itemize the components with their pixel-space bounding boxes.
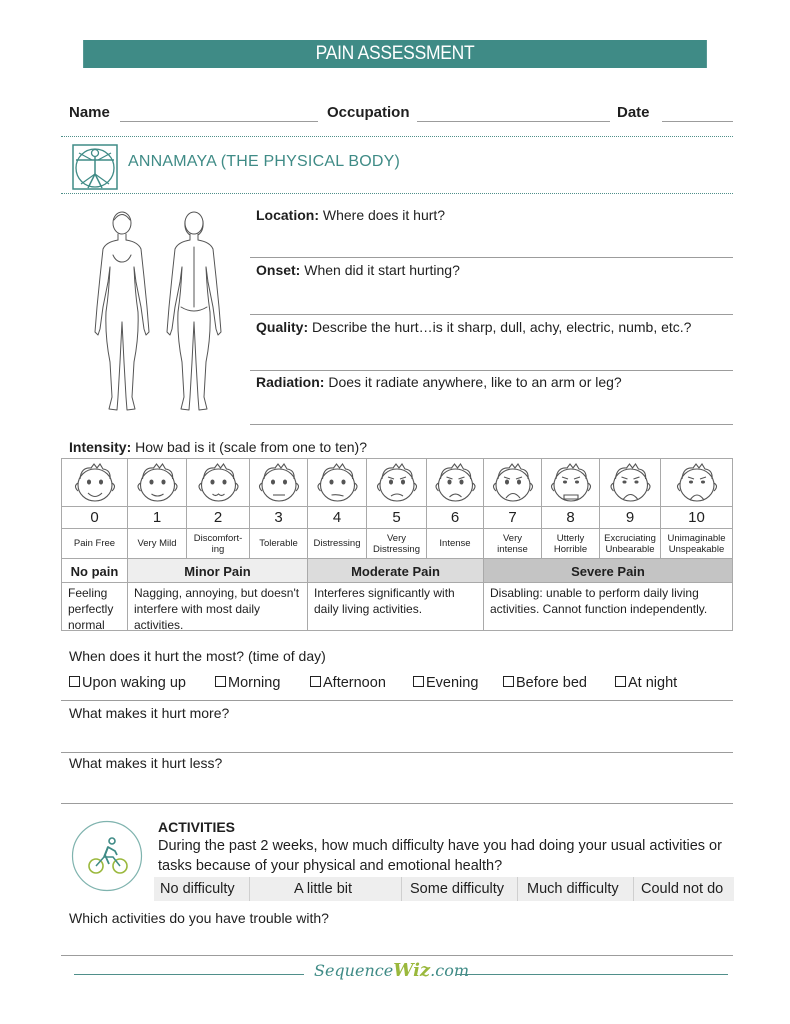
difficulty-option[interactable]: A little bit [294,881,353,897]
body-outline-front-back[interactable] [88,207,228,419]
divider [61,136,733,137]
pain-level-number: 6 [427,507,484,529]
difficulty-separator [517,877,518,901]
pain-level-label: Utterly Horrible [542,529,600,559]
name-label: Name [69,104,110,121]
pain-face-2-icon [187,459,250,507]
intensity-text: How bad is it (scale from one to ten)? [135,439,368,455]
onset-text: When did it start hurting? [304,262,460,278]
checkbox-icon[interactable] [615,676,626,687]
pain-face-cell[interactable] [187,459,250,507]
radiation-question [256,374,622,390]
location-field[interactable] [250,257,733,258]
pain-face-cell[interactable] [427,459,484,507]
onset-label: Onset: [256,262,301,278]
pain-face-4-icon [308,459,367,507]
difficulty-option[interactable]: No difficulty [160,881,235,897]
pain-level-number: 3 [250,507,308,529]
pain-category-heading: Minor Pain [128,559,308,583]
checkbox-icon[interactable] [69,676,80,687]
difficulty-option[interactable]: Some difficulty [410,881,505,897]
pain-level-label: Excruciating Unbearable [600,529,661,559]
checkbox-icon[interactable] [413,676,424,687]
pain-level-label: Intense [427,529,484,559]
logo-part-c: .com [430,961,470,980]
pain-face-5-icon [367,459,427,507]
time-of-day-option[interactable] [69,675,186,691]
time-of-day-label: Morning [228,675,281,691]
difficulty-separator [401,877,402,901]
sequencewiz-logo [314,960,469,981]
difficulty-separator [633,877,634,901]
pain-face-1-icon [128,459,187,507]
pain-category-description: Interferes significantly with daily living activities. [308,583,484,631]
date-field[interactable] [662,121,733,122]
quality-text: Describe the hurt…is it sharp, dull, achy, electric, numb, etc.? [312,319,692,335]
pain-face-8-icon [542,459,600,507]
time-of-day-label: At night [628,675,678,691]
pain-level-label: Very Mild [128,529,187,559]
onset-question [256,262,460,278]
time-of-day-label: Afternoon [323,675,386,691]
quality-label: Quality: [256,319,309,335]
more-question: What makes it hurt more? [69,705,230,721]
pain-face-10-icon [661,459,733,507]
vitruvian-man-icon [72,144,118,190]
pain-level-label: Distressing [308,529,367,559]
cyclist-icon [71,820,143,892]
trouble-question: Which activities do you have trouble with? [69,910,329,926]
difficulty-option[interactable]: Much difficulty [527,881,619,897]
date-label: Date [617,104,650,121]
location-question [256,207,445,223]
less-question: What makes it hurt less? [69,755,223,771]
difficulty-separator [249,877,250,901]
occupation-field[interactable] [417,121,610,122]
divider [61,700,733,701]
pain-level-number: 5 [367,507,427,529]
divider [61,193,733,194]
trouble-field[interactable] [61,955,733,956]
checkbox-icon[interactable] [215,676,226,687]
location-text: Where does it hurt? [322,207,446,223]
pain-category-heading: Moderate Pain [308,559,484,583]
pain-face-cell[interactable] [250,459,308,507]
time-of-day-option[interactable] [310,675,386,691]
occupation-label: Occupation [327,104,410,121]
pain-scale-table [61,458,733,631]
page-title: PAIN ASSESSMENT [83,40,707,68]
pain-face-cell[interactable] [661,459,733,507]
pain-level-number: 1 [128,507,187,529]
time-of-day-question: When does it hurt the most? (time of day) [69,648,326,664]
intensity-question [69,439,367,455]
pain-face-cell[interactable] [600,459,661,507]
radiation-label: Radiation: [256,374,325,390]
pain-face-cell[interactable] [484,459,542,507]
activities-title: ACTIVITIES [158,819,236,835]
pain-level-number: 0 [62,507,128,529]
pain-level-label: Very intense [484,529,542,559]
name-field[interactable] [120,121,318,122]
time-of-day-option[interactable] [215,675,280,691]
time-of-day-option[interactable] [413,675,478,691]
section-title: ANNAMAYA (THE PHYSICAL BODY) [128,153,401,170]
pain-category-description: Nagging, annoying, but doesn't interfere with most daily activities. [128,583,308,631]
pain-face-6-icon [427,459,484,507]
time-of-day-option[interactable] [503,675,587,691]
pain-level-number: 2 [187,507,250,529]
time-of-day-label: Before bed [516,675,587,691]
time-of-day-label: Upon waking up [82,675,186,691]
footer-line-right [456,974,728,975]
more-field[interactable] [61,752,733,753]
pain-category-heading: No pain [62,559,128,583]
pain-level-label: Very Distressing [367,529,427,559]
pain-level-number: 8 [542,507,600,529]
intensity-label: Intensity: [69,439,132,455]
pain-level-label: Tolerable [250,529,308,559]
radiation-field[interactable] [250,424,733,425]
checkbox-icon[interactable] [503,676,514,687]
pain-face-cell[interactable] [308,459,367,507]
pain-level-number: 9 [600,507,661,529]
checkbox-icon[interactable] [310,676,321,687]
pain-level-label: Pain Free [62,529,128,559]
quality-field[interactable] [250,370,733,371]
pain-face-7-icon [484,459,542,507]
pain-face-cell[interactable] [367,459,427,507]
time-of-day-label: Evening [426,675,479,691]
pain-category-heading: Severe Pain [484,559,733,583]
pain-level-number: 10 [661,507,733,529]
pain-category-description: Disabling: unable to perform daily living activities. Cannot function independently. [484,583,733,631]
quality-question [256,319,691,335]
activities-question: During the past 2 weeks, how much difficulty have you had doing your usual activities or tasks because of your physical and emotional health? [158,838,722,874]
logo-part-a: Sequence [314,961,394,980]
less-field[interactable] [61,803,733,804]
difficulty-options [154,877,734,901]
pain-face-cell[interactable] [128,459,187,507]
location-label: Location: [256,207,319,223]
pain-face-cell[interactable] [542,459,600,507]
pain-level-number: 4 [308,507,367,529]
difficulty-option[interactable]: Could not do [641,881,724,897]
pain-category-description: Feeling perfectly normal [62,583,128,631]
radiation-text: Does it radiate anywhere, like to an arm or leg? [328,374,622,390]
pain-face-0-icon [62,459,128,507]
pain-face-cell[interactable] [62,459,128,507]
footer-line-left [74,974,304,975]
pain-face-3-icon [250,459,308,507]
pain-level-label: Discomfort- ing [187,529,250,559]
onset-field[interactable] [250,314,733,315]
pain-level-label: Unimaginable Unspeakable [661,529,733,559]
pain-face-9-icon [600,459,661,507]
logo-part-b: Wiz [393,960,431,981]
pain-level-number: 7 [484,507,542,529]
time-of-day-option[interactable] [615,675,677,691]
